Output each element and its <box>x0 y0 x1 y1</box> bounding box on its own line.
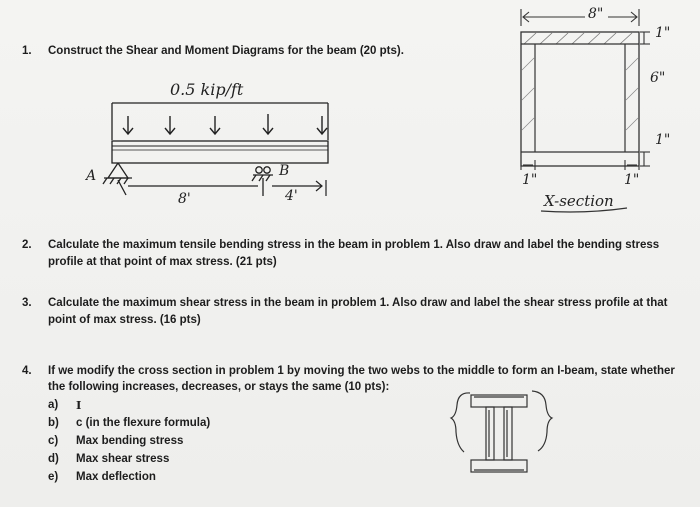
item-c-label: c) <box>48 435 59 447</box>
problem-1-text: Construct the Shear and Moment Diagrams for the beam (20 pts). <box>48 45 404 57</box>
item-e-label: e) <box>48 471 59 483</box>
item-a-label: a) <box>48 399 59 411</box>
problem-3-line1: Calculate the maximum shear stress in the beam in problem 1. Also draw and label the shear stress profile at that <box>48 297 668 309</box>
problem-2-number: 2. <box>22 239 32 251</box>
item-e-text: Max deflection <box>76 471 156 483</box>
xsec-web-height-label: 6" <box>650 70 666 86</box>
problem-4-line1: If we modify the cross section in problem 1 by moving the two webs to the middle to form an I-beam, state whether <box>48 365 675 377</box>
xsec-top-flange-label: 1" <box>655 25 671 41</box>
item-b-text: c (in the flexure formula) <box>76 417 211 429</box>
span-ab-label: 8' <box>178 191 191 207</box>
problem-3-line2: point of max stress. (16 pts) <box>48 314 201 326</box>
xsec-width-label: 8" <box>588 6 604 22</box>
overhang-label: 4' <box>285 188 298 204</box>
problem-2-line2: profile at that point of max stress. (21 pts) <box>48 256 277 268</box>
item-d-text: Max shear stress <box>76 453 170 465</box>
support-b-label: B <box>279 163 290 179</box>
item-b-label: b) <box>48 417 59 429</box>
xsec-left-web-label: 1" <box>522 172 538 188</box>
problem-4-line2: the following increases, decreases, or stays the same (10 pts): <box>48 381 390 393</box>
xsec-caption: X-section <box>544 192 614 210</box>
beam-load-label: 0.5 kip/ft <box>170 80 244 99</box>
problem-1-number: 1. <box>22 45 32 57</box>
item-d-label: d) <box>48 453 59 465</box>
problem-2-line1: Calculate the maximum tensile bending stress in the beam in problem 1. Also draw and label the bending stress <box>48 239 660 251</box>
support-a-label: A <box>86 168 97 184</box>
problem-4-number: 4. <box>22 365 32 377</box>
item-c-text: Max bending stress <box>76 435 184 447</box>
item-a-text: I <box>76 398 82 412</box>
xsec-right-web-label: 1" <box>624 172 640 188</box>
problem-3-number: 3. <box>22 297 32 309</box>
xsec-bottom-flange-label: 1" <box>655 132 671 148</box>
